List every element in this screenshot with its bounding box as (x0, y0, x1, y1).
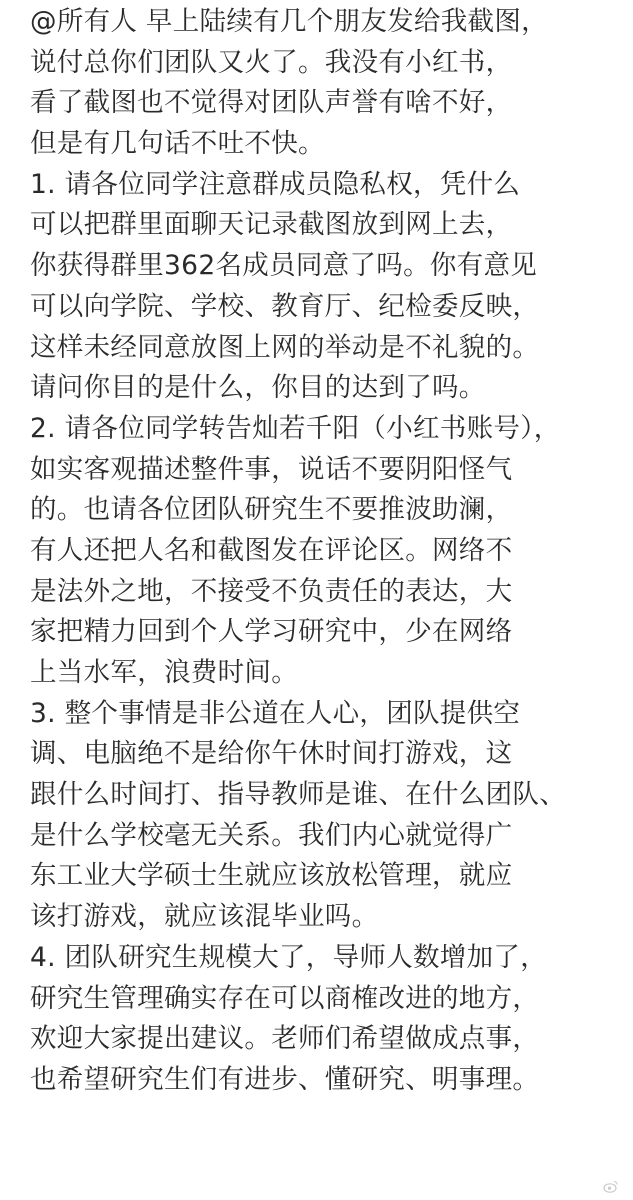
watermark (603, 1178, 619, 1194)
text-line: 看了截图也不觉得对团队声誉有啥不好， (30, 87, 513, 119)
text-line: 请问你目的是什么，你目的达到了吗。 (30, 372, 486, 404)
text-line: 1. 请各位同学注意群成员隐私权，凭什么 (30, 168, 521, 200)
text-line: 是什么学校毫无关系。我们内心就觉得广 (30, 819, 513, 851)
text-line: 的。也请各位团队研究生不要推波助澜， (30, 494, 513, 526)
text-line: 该打游戏，就应该混毕业吗。 (30, 901, 379, 933)
text-line: 2. 请各位同学转告灿若千阳（小红书账号）， (30, 412, 561, 444)
message-text (30, 0, 620, 1101)
text-line: 3. 整个事情是非公道在人心，团队提供空 (30, 697, 521, 729)
text-line: 东工业大学硕士生就应该放松管理，就应 (30, 860, 513, 892)
text-line: 这样未经同意放图上网的举动是不礼貌的。 (30, 331, 540, 363)
weibo-logo-icon (603, 1178, 619, 1194)
text-line: @所有人 早上陆续有几个朋友发给我截图， (30, 6, 548, 37)
text-line: 跟什么时间打、指导教师是谁、在什么团队、 (30, 779, 566, 811)
text-line: 可以向学院、学校、教育厅、纪检委反映， (30, 290, 540, 322)
text-line: 欢迎大家提出建议。老师们希望做成点事， (30, 1023, 540, 1055)
text-line: 也希望研究生们有进步、懂研究、明事理。 (30, 1063, 540, 1095)
text-line: 可以把群里面聊天记录截图放到网上去， (30, 209, 513, 241)
text-line: 是法外之地，不接受不负责任的表达，大 (30, 575, 513, 607)
text-line: 上当水军，浪费时间。 (30, 657, 298, 688)
text-line: 有人还把人名和截图发在评论区。网络不 (30, 534, 513, 566)
text-line: 4. 团队研究生规模大了，导师人数增加了， (30, 941, 548, 973)
text-line: 说付总你们团队又火了。我没有小红书， (30, 46, 513, 78)
text-line: 但是有几句话不吐不快。 (30, 128, 325, 160)
text-line: 你获得群里362名成员同意了吗。你有意见 (30, 250, 538, 282)
text-line: 调、电脑绝不是给你午休时间打游戏，这 (30, 738, 513, 770)
text-line: 研究生管理确实存在可以商榷改进的地方， (30, 982, 540, 1014)
text-line: 家把精力回到个人学习研究中，少在网络 (30, 616, 513, 648)
text-line: 如实客观描述整件事，说话不要阴阳怪气 (30, 453, 513, 485)
